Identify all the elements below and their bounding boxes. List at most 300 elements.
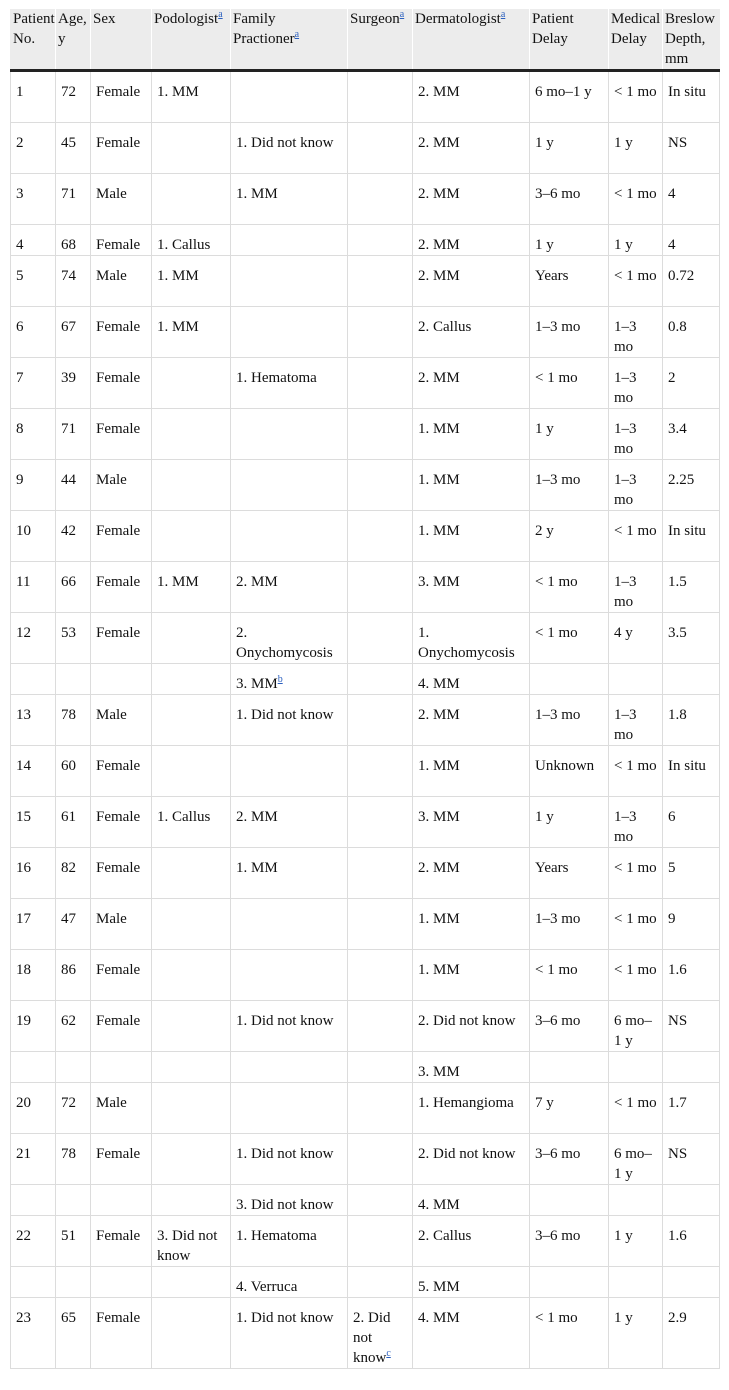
- cell-patient-no: [11, 307, 56, 358]
- cell-text: 1–3 mo: [535, 319, 581, 335]
- cell-text: 1–3 mo: [614, 574, 637, 610]
- cell-dermatologist: [413, 848, 530, 899]
- cell-patient-delay: [530, 950, 609, 1001]
- cell-text: NS: [668, 1013, 688, 1029]
- cell-text: 8: [16, 421, 24, 437]
- cell-dermatologist: [413, 1134, 530, 1185]
- cell-text: 1. Did not know: [236, 1013, 334, 1029]
- cell-text: 67: [61, 319, 76, 335]
- cell-text: 1 y: [614, 1310, 633, 1326]
- header-dermatologist: [413, 9, 530, 71]
- cell-text: 2.25: [668, 472, 695, 488]
- table-header: [11, 9, 720, 71]
- cell-text: 78: [61, 1146, 76, 1162]
- cell-text: 6: [16, 319, 24, 335]
- cell-text: < 1 mo: [535, 962, 578, 978]
- cell-text: Female: [96, 809, 141, 825]
- table-row: [11, 123, 720, 174]
- cell-family-practioner: [231, 664, 348, 695]
- cell-breslow-depth: [663, 1185, 720, 1216]
- cell-age: [56, 460, 91, 511]
- cell-text: 3–6 mo: [535, 1146, 581, 1162]
- cell-text: 3.4: [668, 421, 687, 437]
- cell-age: [56, 746, 91, 797]
- cell-text: 1. Callus: [157, 809, 211, 825]
- header-label: Surgeon: [350, 11, 400, 27]
- cell-text: 2. Onychomycosis: [236, 625, 333, 661]
- cell-patient-delay: [530, 797, 609, 848]
- header-family-practioner: [231, 9, 348, 71]
- cell-surgeon: [348, 848, 413, 899]
- cell-podologist: [152, 1001, 231, 1052]
- cell-text: 1–3 mo: [614, 370, 637, 406]
- cell-text: 45: [61, 135, 76, 151]
- cell-text: 3. MM: [236, 676, 278, 692]
- cell-patient-delay: [530, 1267, 609, 1298]
- cell-text: 16: [16, 860, 31, 876]
- cell-surgeon: [348, 1134, 413, 1185]
- header-breslow-depth: [663, 9, 720, 71]
- table-row: [11, 409, 720, 460]
- cell-text: 2 y: [535, 523, 554, 539]
- cell-text: 2. MM: [418, 268, 460, 284]
- cell-text: 2. Callus: [418, 319, 472, 335]
- cell-text: < 1 mo: [535, 574, 578, 590]
- cell-breslow-depth: [663, 1216, 720, 1267]
- footnote-link[interactable]: b: [277, 674, 283, 685]
- cell-dermatologist: [413, 1298, 530, 1369]
- cell-text: 1. Did not know: [236, 1310, 334, 1326]
- cell-text: 1–3 mo: [535, 472, 581, 488]
- cell-age: [56, 664, 91, 695]
- cell-dermatologist: [413, 664, 530, 695]
- cell-breslow-depth: [663, 746, 720, 797]
- cell-text: 1. MM: [236, 186, 278, 202]
- cell-text: 2. Did not know: [353, 1310, 391, 1366]
- cell-text: 1. Did not know: [236, 1146, 334, 1162]
- cell-text: 5: [16, 268, 24, 284]
- cell-text: 14: [16, 758, 31, 774]
- cell-text: 51: [61, 1228, 76, 1244]
- cell-patient-no: [11, 1267, 56, 1298]
- cell-surgeon: [348, 1083, 413, 1134]
- cell-patient-delay: [530, 613, 609, 664]
- cell-text: 9: [668, 911, 676, 927]
- cell-text: 1. Hematoma: [236, 1228, 317, 1244]
- cell-text: 1. MM: [418, 911, 460, 927]
- header-surgeon: [348, 9, 413, 71]
- cell-age: [56, 1052, 91, 1083]
- cell-text: 39: [61, 370, 76, 386]
- cell-podologist: [152, 562, 231, 613]
- cell-text: 4 y: [614, 625, 633, 641]
- cell-age: [56, 1083, 91, 1134]
- cell-text: 4: [16, 237, 24, 253]
- cell-text: 71: [61, 421, 76, 437]
- cell-breslow-depth: [663, 511, 720, 562]
- cell-text: Female: [96, 860, 141, 876]
- cell-text: 3–6 mo: [535, 186, 581, 202]
- cell-sex: [91, 613, 152, 664]
- cell-patient-no: [11, 256, 56, 307]
- cell-surgeon: [348, 797, 413, 848]
- cell-family-practioner: [231, 123, 348, 174]
- cell-text: 21: [16, 1146, 31, 1162]
- cell-text: In situ: [668, 523, 706, 539]
- cell-sex: [91, 562, 152, 613]
- cell-dermatologist: [413, 613, 530, 664]
- cell-text: 9: [16, 472, 24, 488]
- cell-text: 4. MM: [418, 1197, 460, 1213]
- cell-age: [56, 899, 91, 950]
- cell-text: 2. MM: [418, 860, 460, 876]
- cell-breslow-depth: [663, 1083, 720, 1134]
- cell-medical-delay: [609, 746, 663, 797]
- cell-medical-delay: [609, 1298, 663, 1369]
- cell-text: 2. MM: [236, 809, 278, 825]
- cell-medical-delay: [609, 848, 663, 899]
- cell-text: Female: [96, 1146, 141, 1162]
- cell-patient-delay: [530, 409, 609, 460]
- cell-text: 1. MM: [157, 268, 199, 284]
- cell-dermatologist: [413, 225, 530, 256]
- footnote-link[interactable]: a: [500, 9, 506, 20]
- cell-dermatologist: [413, 174, 530, 225]
- cell-text: 2. MM: [418, 84, 460, 100]
- cell-text: 22: [16, 1228, 31, 1244]
- cell-surgeon: [348, 358, 413, 409]
- cell-patient-delay: [530, 746, 609, 797]
- cell-surgeon: [348, 256, 413, 307]
- cell-family-practioner: [231, 1298, 348, 1369]
- cell-medical-delay: [609, 1216, 663, 1267]
- cell-surgeon: [348, 899, 413, 950]
- table-row: [11, 664, 720, 695]
- cell-text: Female: [96, 370, 141, 386]
- cell-text: 1–3 mo: [614, 809, 637, 845]
- cell-text: 0.8: [668, 319, 687, 335]
- cell-podologist: [152, 746, 231, 797]
- cell-sex: [91, 511, 152, 562]
- cell-text: 5: [668, 860, 676, 876]
- cell-text: 2. Callus: [418, 1228, 472, 1244]
- table-container: [10, 9, 719, 1369]
- cell-text: 1. Hemangioma: [418, 1095, 514, 1111]
- cell-breslow-depth: [663, 1267, 720, 1298]
- cell-family-practioner: [231, 358, 348, 409]
- header-label: Podologist: [154, 11, 219, 27]
- cell-medical-delay: [609, 123, 663, 174]
- cell-patient-no: [11, 950, 56, 1001]
- cell-medical-delay: [609, 225, 663, 256]
- header-row: [11, 9, 720, 71]
- cell-podologist: [152, 511, 231, 562]
- cell-patient-no: [11, 358, 56, 409]
- cell-dermatologist: [413, 1185, 530, 1216]
- cell-text: 1 y: [614, 135, 633, 151]
- cell-text: 1. Hematoma: [236, 370, 317, 386]
- cell-text: 18: [16, 962, 31, 978]
- cell-surgeon: [348, 664, 413, 695]
- cell-medical-delay: [609, 1185, 663, 1216]
- cell-age: [56, 174, 91, 225]
- cell-sex: [91, 746, 152, 797]
- cell-text: < 1 mo: [614, 84, 657, 100]
- cell-medical-delay: [609, 71, 663, 123]
- cell-podologist: [152, 695, 231, 746]
- cell-breslow-depth: [663, 664, 720, 695]
- cell-text: 5. MM: [418, 1279, 460, 1295]
- cell-sex: [91, 1052, 152, 1083]
- cell-text: Male: [96, 1095, 127, 1111]
- table-row: [11, 562, 720, 613]
- cell-sex: [91, 797, 152, 848]
- header-patient-delay: [530, 9, 609, 71]
- cell-age: [56, 123, 91, 174]
- table-row: [11, 307, 720, 358]
- cell-text: 6 mo–1 y: [614, 1146, 652, 1182]
- cell-text: < 1 mo: [614, 1095, 657, 1111]
- cell-surgeon: [348, 123, 413, 174]
- cell-text: Female: [96, 135, 141, 151]
- cell-text: 15: [16, 809, 31, 825]
- cell-family-practioner: [231, 71, 348, 123]
- cell-text: 23: [16, 1310, 31, 1326]
- cell-sex: [91, 848, 152, 899]
- table-row: [11, 1052, 720, 1083]
- cell-breslow-depth: [663, 797, 720, 848]
- cell-text: < 1 mo: [535, 625, 578, 641]
- cell-text: 1. MM: [418, 962, 460, 978]
- cell-text: 1. MM: [236, 860, 278, 876]
- cell-surgeon: [348, 307, 413, 358]
- cell-dermatologist: [413, 409, 530, 460]
- footnote-link[interactable]: a: [218, 9, 223, 20]
- cell-breslow-depth: [663, 848, 720, 899]
- cell-sex: [91, 358, 152, 409]
- header-label: Sex: [93, 11, 116, 27]
- cell-breslow-depth: [663, 460, 720, 511]
- cell-podologist: [152, 1216, 231, 1267]
- cell-patient-no: [11, 1083, 56, 1134]
- cell-dermatologist: [413, 695, 530, 746]
- cell-patient-no: [11, 1052, 56, 1083]
- cell-text: 2: [16, 135, 24, 151]
- cell-age: [56, 797, 91, 848]
- cell-text: 65: [61, 1310, 76, 1326]
- cell-text: 1 y: [614, 1228, 633, 1244]
- header-sex: [91, 9, 152, 71]
- cell-text: Years: [535, 860, 569, 876]
- cell-patient-delay: [530, 1001, 609, 1052]
- cell-text: Female: [96, 625, 141, 641]
- cell-text: 60: [61, 758, 76, 774]
- table-row: [11, 460, 720, 511]
- cell-patient-no: [11, 797, 56, 848]
- cell-text: < 1 mo: [535, 1310, 578, 1326]
- cell-family-practioner: [231, 1185, 348, 1216]
- cell-breslow-depth: [663, 358, 720, 409]
- header-label: Family Practioner: [233, 11, 295, 47]
- header-label: Breslow Depth, mm: [665, 11, 715, 67]
- cell-family-practioner: [231, 746, 348, 797]
- cell-text: 1. MM: [157, 319, 199, 335]
- cell-text: 3. MM: [418, 1064, 460, 1080]
- table-row: [11, 358, 720, 409]
- cell-patient-delay: [530, 71, 609, 123]
- cell-patient-no: [11, 71, 56, 123]
- cell-surgeon: [348, 460, 413, 511]
- cell-text: 3–6 mo: [535, 1013, 581, 1029]
- cell-patient-delay: [530, 511, 609, 562]
- cell-text: 68: [61, 237, 76, 253]
- patient-delay-table: [10, 9, 720, 1369]
- cell-text: 61: [61, 809, 76, 825]
- cell-text: 1 y: [614, 237, 633, 253]
- cell-text: Female: [96, 523, 141, 539]
- cell-dermatologist: [413, 307, 530, 358]
- cell-text: 2. MM: [418, 135, 460, 151]
- cell-podologist: [152, 848, 231, 899]
- table-row: [11, 613, 720, 664]
- cell-medical-delay: [609, 307, 663, 358]
- cell-dermatologist: [413, 358, 530, 409]
- cell-dermatologist: [413, 1216, 530, 1267]
- cell-podologist: [152, 1267, 231, 1298]
- cell-family-practioner: [231, 409, 348, 460]
- cell-text: Unknown: [535, 758, 595, 774]
- cell-age: [56, 511, 91, 562]
- cell-patient-no: [11, 174, 56, 225]
- cell-podologist: [152, 225, 231, 256]
- cell-text: < 1 mo: [614, 962, 657, 978]
- cell-breslow-depth: [663, 409, 720, 460]
- cell-surgeon: [348, 1052, 413, 1083]
- cell-text: 3. MM: [418, 574, 460, 590]
- cell-text: < 1 mo: [614, 860, 657, 876]
- cell-text: Male: [96, 707, 127, 723]
- cell-podologist: [152, 613, 231, 664]
- cell-text: 2. MM: [418, 237, 460, 253]
- cell-patient-delay: [530, 1083, 609, 1134]
- cell-podologist: [152, 460, 231, 511]
- cell-text: < 1 mo: [614, 523, 657, 539]
- cell-breslow-depth: [663, 71, 720, 123]
- cell-patient-no: [11, 1001, 56, 1052]
- cell-text: Female: [96, 84, 141, 100]
- cell-family-practioner: [231, 848, 348, 899]
- cell-text: 66: [61, 574, 76, 590]
- cell-patient-delay: [530, 1298, 609, 1369]
- cell-medical-delay: [609, 1083, 663, 1134]
- cell-age: [56, 307, 91, 358]
- cell-text: NS: [668, 135, 688, 151]
- footnote-link[interactable]: c: [386, 1348, 391, 1359]
- cell-text: Female: [96, 319, 141, 335]
- cell-text: 2. MM: [418, 370, 460, 386]
- cell-text: 53: [61, 625, 76, 641]
- cell-text: 1. MM: [418, 472, 460, 488]
- footnote-link[interactable]: a: [294, 29, 300, 40]
- cell-text: 72: [61, 1095, 76, 1111]
- cell-text: 1–3 mo: [614, 421, 637, 457]
- cell-age: [56, 613, 91, 664]
- cell-text: < 1 mo: [614, 268, 657, 284]
- cell-medical-delay: [609, 562, 663, 613]
- header-patient-no: [11, 9, 56, 71]
- cell-text: 86: [61, 962, 76, 978]
- cell-podologist: [152, 1185, 231, 1216]
- cell-sex: [91, 123, 152, 174]
- cell-sex: [91, 1083, 152, 1134]
- cell-text: Female: [96, 574, 141, 590]
- cell-text: 11: [16, 574, 31, 590]
- cell-dermatologist: [413, 1052, 530, 1083]
- cell-dermatologist: [413, 899, 530, 950]
- cell-dermatologist: [413, 460, 530, 511]
- cell-text: 6 mo–1 y: [535, 84, 592, 100]
- cell-text: 4: [668, 186, 676, 202]
- cell-medical-delay: [609, 950, 663, 1001]
- cell-text: 1. MM: [157, 574, 199, 590]
- cell-breslow-depth: [663, 256, 720, 307]
- cell-age: [56, 225, 91, 256]
- cell-medical-delay: [609, 899, 663, 950]
- cell-text: 82: [61, 860, 76, 876]
- cell-sex: [91, 1134, 152, 1185]
- table-row: [11, 1216, 720, 1267]
- cell-text: 3. Did not know: [236, 1197, 334, 1213]
- cell-text: < 1 mo: [614, 911, 657, 927]
- cell-surgeon: [348, 71, 413, 123]
- cell-text: In situ: [668, 758, 706, 774]
- cell-text: 17: [16, 911, 31, 927]
- table-body: [11, 71, 720, 1369]
- cell-family-practioner: [231, 950, 348, 1001]
- cell-text: Female: [96, 1310, 141, 1326]
- cell-sex: [91, 307, 152, 358]
- cell-patient-delay: [530, 664, 609, 695]
- cell-patient-delay: [530, 848, 609, 899]
- cell-text: 2. Did not know: [418, 1146, 516, 1162]
- cell-dermatologist: [413, 256, 530, 307]
- footnote-link[interactable]: a: [399, 9, 405, 20]
- cell-patient-delay: [530, 1134, 609, 1185]
- cell-text: 20: [16, 1095, 31, 1111]
- cell-text: 1.8: [668, 707, 687, 723]
- cell-text: 6 mo–1 y: [614, 1013, 652, 1049]
- cell-family-practioner: [231, 562, 348, 613]
- cell-text: 71: [61, 186, 76, 202]
- cell-dermatologist: [413, 1083, 530, 1134]
- cell-podologist: [152, 358, 231, 409]
- cell-text: 13: [16, 707, 31, 723]
- cell-sex: [91, 256, 152, 307]
- cell-text: 2: [668, 370, 676, 386]
- cell-text: 1.6: [668, 1228, 687, 1244]
- cell-text: 10: [16, 523, 31, 539]
- cell-dermatologist: [413, 511, 530, 562]
- cell-text: Female: [96, 758, 141, 774]
- table-row: [11, 1083, 720, 1134]
- cell-text: 72: [61, 84, 76, 100]
- cell-medical-delay: [609, 511, 663, 562]
- cell-age: [56, 1134, 91, 1185]
- cell-patient-no: [11, 664, 56, 695]
- cell-sex: [91, 1001, 152, 1052]
- cell-age: [56, 256, 91, 307]
- cell-patient-no: [11, 460, 56, 511]
